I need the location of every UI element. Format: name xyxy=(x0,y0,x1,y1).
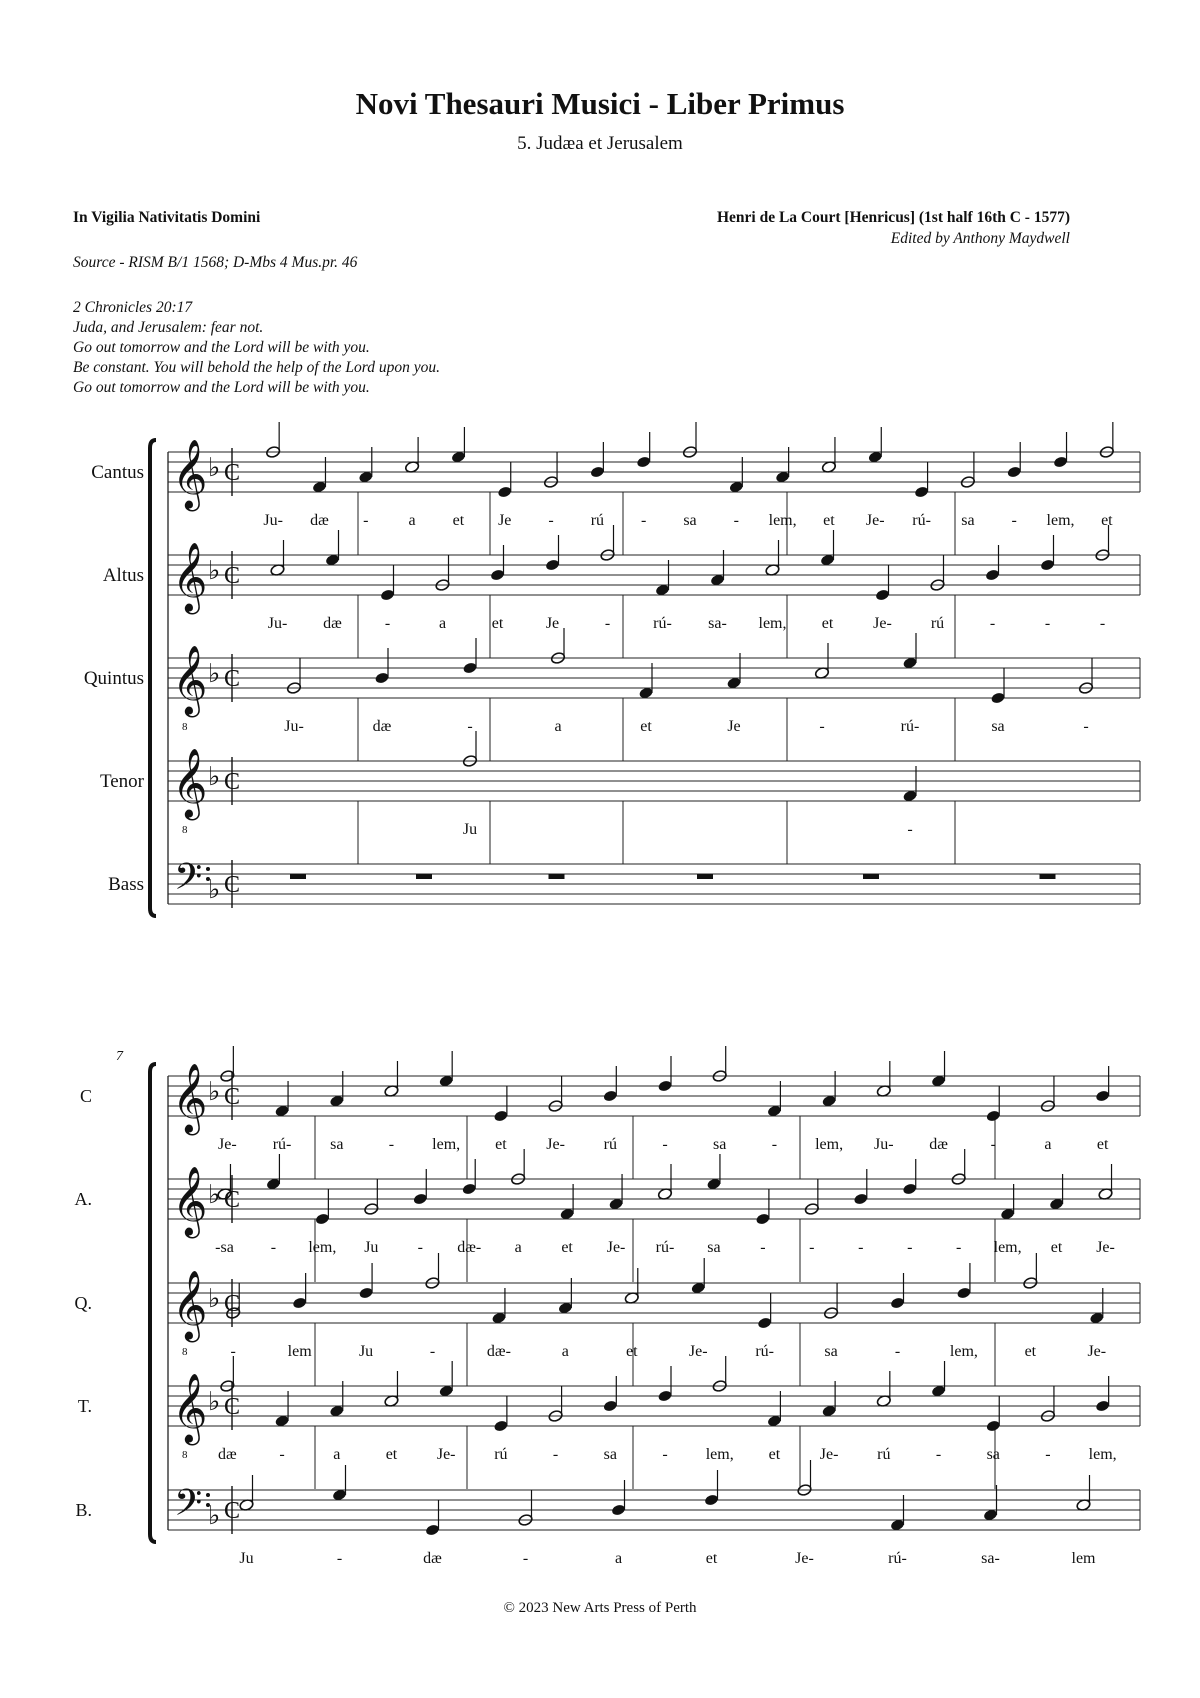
lyric-syllable: a xyxy=(333,1446,341,1463)
lyric-syllable: Ju xyxy=(462,821,478,838)
cut-time-icon: C xyxy=(224,1187,241,1213)
cut-time-icon: C xyxy=(224,666,241,692)
lyric-syllable: Je- xyxy=(873,615,892,632)
lyric-syllable: - xyxy=(467,718,473,735)
treble-clef-icon: 𝄞 xyxy=(172,441,208,507)
cut-time-icon: C xyxy=(224,563,241,589)
lyric-syllable: sa- xyxy=(981,1550,1000,1567)
lyric-syllable: - xyxy=(809,1239,815,1256)
translation-line: Go out tomorrow and the Lord will be with you. xyxy=(73,379,370,396)
notehead xyxy=(611,1503,626,1516)
notehead xyxy=(657,1389,672,1402)
lyric-syllable: rú- xyxy=(272,1136,292,1153)
lyric-syllable: et xyxy=(452,512,465,529)
lyric-syllable: - xyxy=(336,1550,343,1567)
treble-clef-icon: 𝄞 xyxy=(172,647,208,713)
notehead xyxy=(413,1192,428,1205)
lyric-syllable: - xyxy=(858,1239,864,1256)
lyric-syllable: - xyxy=(1045,1446,1051,1463)
lyric-syllable: et xyxy=(491,615,504,632)
notehead xyxy=(315,1212,330,1225)
lyric-syllable: - xyxy=(279,1446,285,1463)
flat-icon: ♭ xyxy=(208,1284,221,1313)
lyric-syllable: et xyxy=(385,1446,398,1463)
octave-eight-icon: 8 xyxy=(182,1346,188,1358)
cut-time-icon: C xyxy=(224,1394,241,1420)
lyric-syllable: rú- xyxy=(655,1239,675,1256)
lyric-syllable: - xyxy=(270,1239,277,1256)
notehead xyxy=(755,1212,770,1225)
lyric-syllable: rú xyxy=(877,1446,891,1463)
lyric-syllable: rú xyxy=(590,512,605,529)
staff-label: Cantus xyxy=(91,462,144,483)
lyric-syllable: Ju- xyxy=(874,1136,894,1153)
lyric-syllable: dæ xyxy=(310,512,329,529)
lyric-syllable: a xyxy=(514,1239,522,1256)
lyric-syllable: Je- xyxy=(546,1136,565,1153)
lyric-syllable: rú- xyxy=(888,1550,907,1567)
notehead xyxy=(853,1192,868,1205)
lyric-syllable: Ju xyxy=(364,1239,379,1256)
notehead xyxy=(986,1109,1001,1122)
flat-icon: ♭ xyxy=(208,453,221,482)
page-subtitle: 5. Judæa et Jerusalem xyxy=(517,133,683,154)
system-bracket xyxy=(150,1064,156,1542)
lyric-syllable: Je- xyxy=(606,1239,626,1256)
lyric-syllable: - xyxy=(363,512,369,529)
lyric-syllable: lem, xyxy=(815,1136,844,1153)
composer-credit: Henri de La Court [Henricus] (1st half 16th C - 1577) xyxy=(716,209,1070,226)
lyric-syllable: - xyxy=(417,1239,423,1256)
lyric-syllable: lem, xyxy=(993,1239,1022,1256)
lyric-syllable: rú xyxy=(930,615,945,632)
lyric-syllable: rú- xyxy=(900,718,920,735)
staff-label: Bass xyxy=(108,874,144,895)
lyric-syllable: et xyxy=(1101,512,1113,529)
lyric-syllable: a xyxy=(408,512,416,529)
cut-time-icon: C xyxy=(224,872,241,898)
notehead xyxy=(493,1419,508,1432)
lyric-syllable: sa xyxy=(961,512,975,529)
notehead xyxy=(757,1316,772,1329)
staff-1 xyxy=(80,1046,1140,1179)
lyric-syllable: - xyxy=(989,615,996,632)
lyric-syllable: et xyxy=(821,615,834,632)
translation-line: Juda, and Jerusalem: fear not. xyxy=(73,319,264,336)
clef-dot xyxy=(206,1493,210,1497)
lyric-syllable: et xyxy=(1096,1136,1109,1153)
lyric-syllable: a xyxy=(614,1550,623,1567)
lyric-syllable: Je xyxy=(545,615,560,632)
lyric-syllable: - xyxy=(641,512,647,529)
lyric-syllable: sa xyxy=(824,1343,838,1360)
lyric-syllable: sa xyxy=(713,1136,727,1153)
lyric-syllable: Je- xyxy=(1087,1343,1107,1360)
lyric-syllable: sa xyxy=(330,1136,344,1153)
flat-icon: ♭ xyxy=(208,1077,221,1106)
lyric-syllable: sa xyxy=(707,1239,721,1256)
treble-clef-icon: 𝄞 xyxy=(172,1272,208,1338)
notehead xyxy=(956,1286,971,1299)
lyric-syllable: rú xyxy=(603,1136,617,1153)
staff-label: T. xyxy=(77,1396,92,1416)
lyric-syllable: Ju xyxy=(358,1343,374,1360)
lyric-syllable: - xyxy=(907,821,913,838)
lyric-syllable: a xyxy=(1044,1136,1052,1153)
cut-time-icon: C xyxy=(224,460,241,486)
lyric-syllable: et xyxy=(1050,1239,1063,1256)
flat-icon: ♭ xyxy=(208,556,221,585)
lyric-syllable: lem, xyxy=(432,1136,461,1153)
source-reference: Source - RISM B/1 1568; D-Mbs 4 Mus.pr. 46 xyxy=(73,254,358,271)
notehead xyxy=(1095,1399,1110,1412)
bass-clef-icon: 𝄢 xyxy=(174,1483,203,1532)
lyric-syllable: sa xyxy=(603,1446,617,1463)
notehead xyxy=(603,1399,618,1412)
staff-3 xyxy=(75,1253,1141,1386)
lyric-syllable: - xyxy=(662,1136,668,1153)
lyric-syllable: Je- xyxy=(688,1343,708,1360)
staff-label: Q. xyxy=(74,1293,92,1313)
measure-number: 7 xyxy=(116,1049,123,1064)
lyric-syllable: - xyxy=(1011,512,1017,529)
copyright-notice: © 2023 New Arts Press of Perth xyxy=(503,1600,697,1616)
staff-4 xyxy=(78,1356,1140,1489)
lyric-syllable: lem xyxy=(1071,1550,1096,1567)
treble-clef-icon: 𝄞 xyxy=(172,1168,208,1234)
lyric-syllable: - xyxy=(662,1446,668,1463)
lyric-syllable: lem, xyxy=(768,512,797,529)
page-title: Novi Thesauri Musici - Liber Primus xyxy=(355,86,845,121)
lyric-syllable: rú- xyxy=(912,512,931,529)
lyric-syllable: sa- xyxy=(708,615,727,632)
flat-icon: ♭ xyxy=(208,659,221,688)
octave-eight-icon: 8 xyxy=(182,721,188,733)
lyric-syllable: dæ xyxy=(929,1136,948,1153)
notehead xyxy=(425,1523,440,1536)
notehead xyxy=(292,1296,307,1309)
flat-icon: ♭ xyxy=(208,762,221,791)
lyric-syllable: - xyxy=(604,615,611,632)
lyric-syllable: dæ xyxy=(372,718,392,735)
staff-label: Altus xyxy=(102,565,144,586)
lyric-syllable: et xyxy=(495,1136,507,1153)
lyric-syllable: et xyxy=(768,1446,781,1463)
staff-label: Quintus xyxy=(83,668,144,689)
lyric-syllable: - xyxy=(760,1239,766,1256)
lyric-syllable: lem, xyxy=(705,1446,734,1463)
lyric-syllable: Je xyxy=(727,718,741,735)
lyric-syllable: dæ- xyxy=(486,1343,511,1360)
lyric-syllable: rú- xyxy=(653,615,672,632)
staff-5 xyxy=(75,1460,1140,1567)
lyric-syllable: dæ xyxy=(323,615,342,632)
lyric-syllable: Je- xyxy=(865,512,885,529)
lyric-syllable: - xyxy=(548,512,554,529)
lyric-syllable: a xyxy=(554,718,562,735)
lyric-syllable: a xyxy=(561,1343,569,1360)
notehead xyxy=(657,1079,672,1092)
lyric-syllable: dæ xyxy=(218,1446,237,1463)
lyric-syllable: Je- xyxy=(819,1446,839,1463)
lyric-syllable: lem, xyxy=(308,1239,337,1256)
lyric-syllable: dæ- xyxy=(457,1239,482,1256)
lyric-syllable: sa xyxy=(986,1446,1000,1463)
lyric-syllable: et xyxy=(626,1343,638,1360)
notehead xyxy=(890,1296,905,1309)
lyric-syllable: - xyxy=(384,615,391,632)
lyric-syllable: et xyxy=(561,1239,573,1256)
lyric-syllable: et xyxy=(705,1550,718,1567)
lyric-syllable: - xyxy=(771,1136,778,1153)
staff-label: Tenor xyxy=(99,771,144,792)
flat-icon: ♭ xyxy=(208,1501,221,1530)
lyric-syllable: et xyxy=(640,718,652,735)
lyric-syllable: rú- xyxy=(755,1343,774,1360)
lyric-syllable: Je- xyxy=(218,1136,237,1153)
lyric-syllable: et xyxy=(1024,1343,1037,1360)
staff-label: A. xyxy=(74,1189,92,1209)
notehead xyxy=(704,1493,719,1506)
lyric-syllable: - xyxy=(230,1343,236,1360)
lyric-syllable: - xyxy=(552,1446,559,1463)
notehead xyxy=(462,1182,477,1195)
lyric-syllable: - xyxy=(907,1239,913,1256)
lyric-syllable: - xyxy=(388,1136,395,1153)
lyric-syllable: et xyxy=(823,512,835,529)
staff-label: B. xyxy=(75,1500,92,1520)
lyric-syllable: sa xyxy=(991,718,1005,735)
lyric-syllable: - xyxy=(1083,718,1089,735)
lyric-syllable: lem, xyxy=(1046,512,1075,529)
lyric-syllable: - xyxy=(1099,615,1106,632)
lyric-syllable: - xyxy=(956,1239,962,1256)
notehead xyxy=(493,1109,508,1122)
lyric-syllable: Je- xyxy=(1096,1239,1115,1256)
lyric-syllable: - xyxy=(1044,615,1051,632)
treble-clef-icon: 𝄞 xyxy=(172,750,208,816)
staff-label: C xyxy=(79,1086,92,1106)
lyric-syllable: Je xyxy=(498,512,512,529)
lyric-syllable: lem, xyxy=(758,615,787,632)
lyric-syllable: Ju- xyxy=(267,615,288,632)
lyric-syllable: -sa xyxy=(215,1239,234,1256)
treble-clef-icon: 𝄞 xyxy=(172,1375,208,1441)
cut-time-icon: C xyxy=(224,769,241,795)
editor-credit: Edited by Anthony Maydwell xyxy=(890,230,1070,247)
liturgical-occasion: In Vigilia Nativitatis Domini xyxy=(73,209,261,226)
lyric-syllable: dæ xyxy=(423,1550,442,1567)
flat-icon: ♭ xyxy=(208,1180,221,1209)
scripture-reference: 2 Chronicles 20:17 xyxy=(73,299,193,316)
notehead xyxy=(1095,1089,1110,1102)
lyric-syllable: rú xyxy=(494,1446,508,1463)
lyric-syllable: lem, xyxy=(949,1343,978,1360)
lyric-syllable: sa xyxy=(683,512,697,529)
lyric-syllable: - xyxy=(733,512,739,529)
cut-time-icon: C xyxy=(224,1291,241,1317)
lyric-syllable: Ju xyxy=(239,1550,254,1567)
flat-icon: ♭ xyxy=(208,1387,221,1416)
staff-2 xyxy=(75,1149,1141,1282)
lyric-syllable: - xyxy=(429,1343,436,1360)
cut-time-icon: C xyxy=(224,1498,241,1524)
lyric-syllable: lem xyxy=(287,1343,312,1360)
lyric-syllable: - xyxy=(990,1136,996,1153)
lyric-syllable: Je- xyxy=(795,1550,814,1567)
lyric-syllable: - xyxy=(522,1550,529,1567)
lyric-syllable: - xyxy=(819,718,825,735)
translation-line: Go out tomorrow and the Lord will be with you. xyxy=(73,339,370,356)
flat-icon: ♭ xyxy=(208,875,221,904)
notehead xyxy=(902,1182,917,1195)
lyric-syllable: a xyxy=(438,615,447,632)
treble-clef-icon: 𝄞 xyxy=(172,544,208,610)
cut-time-icon: C xyxy=(224,1084,241,1110)
lyric-syllable: - xyxy=(935,1446,942,1463)
notehead xyxy=(603,1089,618,1102)
lyric-syllable: lem, xyxy=(1088,1446,1117,1463)
octave-eight-icon: 8 xyxy=(182,824,188,836)
lyric-syllable: Ju- xyxy=(263,512,283,529)
bass-clef-icon: 𝄢 xyxy=(174,857,203,906)
notehead xyxy=(358,1286,373,1299)
lyric-syllable: Ju- xyxy=(284,718,304,735)
treble-clef-icon: 𝄞 xyxy=(172,1065,208,1131)
octave-eight-icon: 8 xyxy=(182,1449,188,1461)
translation-line: Be constant. You will behold the help of the Lord upon you. xyxy=(73,359,440,376)
lyric-syllable: Je- xyxy=(436,1446,456,1463)
notehead xyxy=(986,1419,1001,1432)
lyric-syllable: - xyxy=(894,1343,901,1360)
